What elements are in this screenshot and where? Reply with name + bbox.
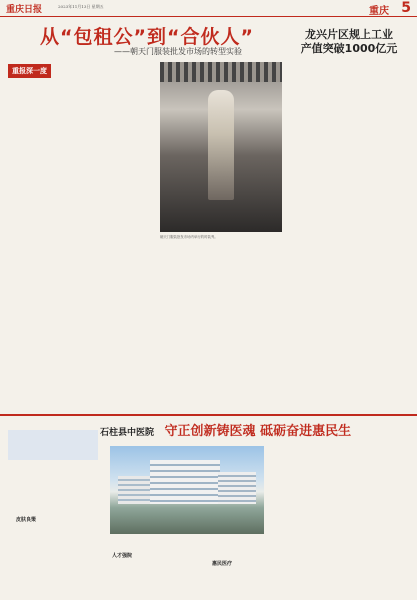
hospital-column-2 [102, 538, 202, 596]
building-main [150, 460, 220, 504]
section-title: 重庆 [369, 6, 389, 17]
hospital-subhead-2: 人才强院 [112, 553, 133, 559]
masthead-bar [0, 0, 417, 17]
dateline: 2023年11月13日 星期五 [58, 4, 104, 9]
hospital-column-4 [268, 430, 410, 596]
article-column-3 [160, 244, 282, 410]
stage-lights [160, 62, 282, 82]
article-column-5 [350, 214, 410, 410]
column-badge: 重报深一度 [8, 64, 51, 78]
building-right [218, 472, 256, 504]
photo-caption: 朝天门服装批发市场内举行的时装秀。 [160, 235, 218, 239]
hospital-column-1 [8, 462, 100, 596]
main-subheadline: ——朝天门服装批发市场的转型实验 [114, 47, 242, 56]
main-headline: 从“包租公”到“合伙人” [40, 26, 254, 48]
newspaper-logo: 重庆日报 [6, 5, 43, 15]
side-headline-line2: 产值突破1000亿元 [300, 42, 398, 55]
article-column-4 [289, 214, 347, 410]
side-article-column [289, 62, 409, 212]
side-headline-line1: 龙兴片区规上工业 [305, 28, 393, 41]
article-column-1 [8, 80, 78, 410]
hospital-subhead-3: 惠民医疗 [212, 561, 233, 567]
fashion-show-photo [160, 62, 282, 232]
hospital-tag: 石柱县中医院 [100, 428, 155, 438]
section-divider [0, 414, 417, 416]
hospital-subhead-1: 皮肤良策 [16, 517, 37, 523]
building-left [118, 476, 152, 504]
model-figure [208, 90, 234, 200]
page-number: 5 [401, 0, 411, 16]
side-headline [289, 28, 409, 56]
hospital-building-photo [110, 446, 264, 534]
hospital-info-box [8, 430, 98, 460]
hospital-headline-text: 守正创新铸医魂 砥砺奋进惠民生 [164, 424, 352, 439]
article-column-2 [82, 62, 156, 410]
